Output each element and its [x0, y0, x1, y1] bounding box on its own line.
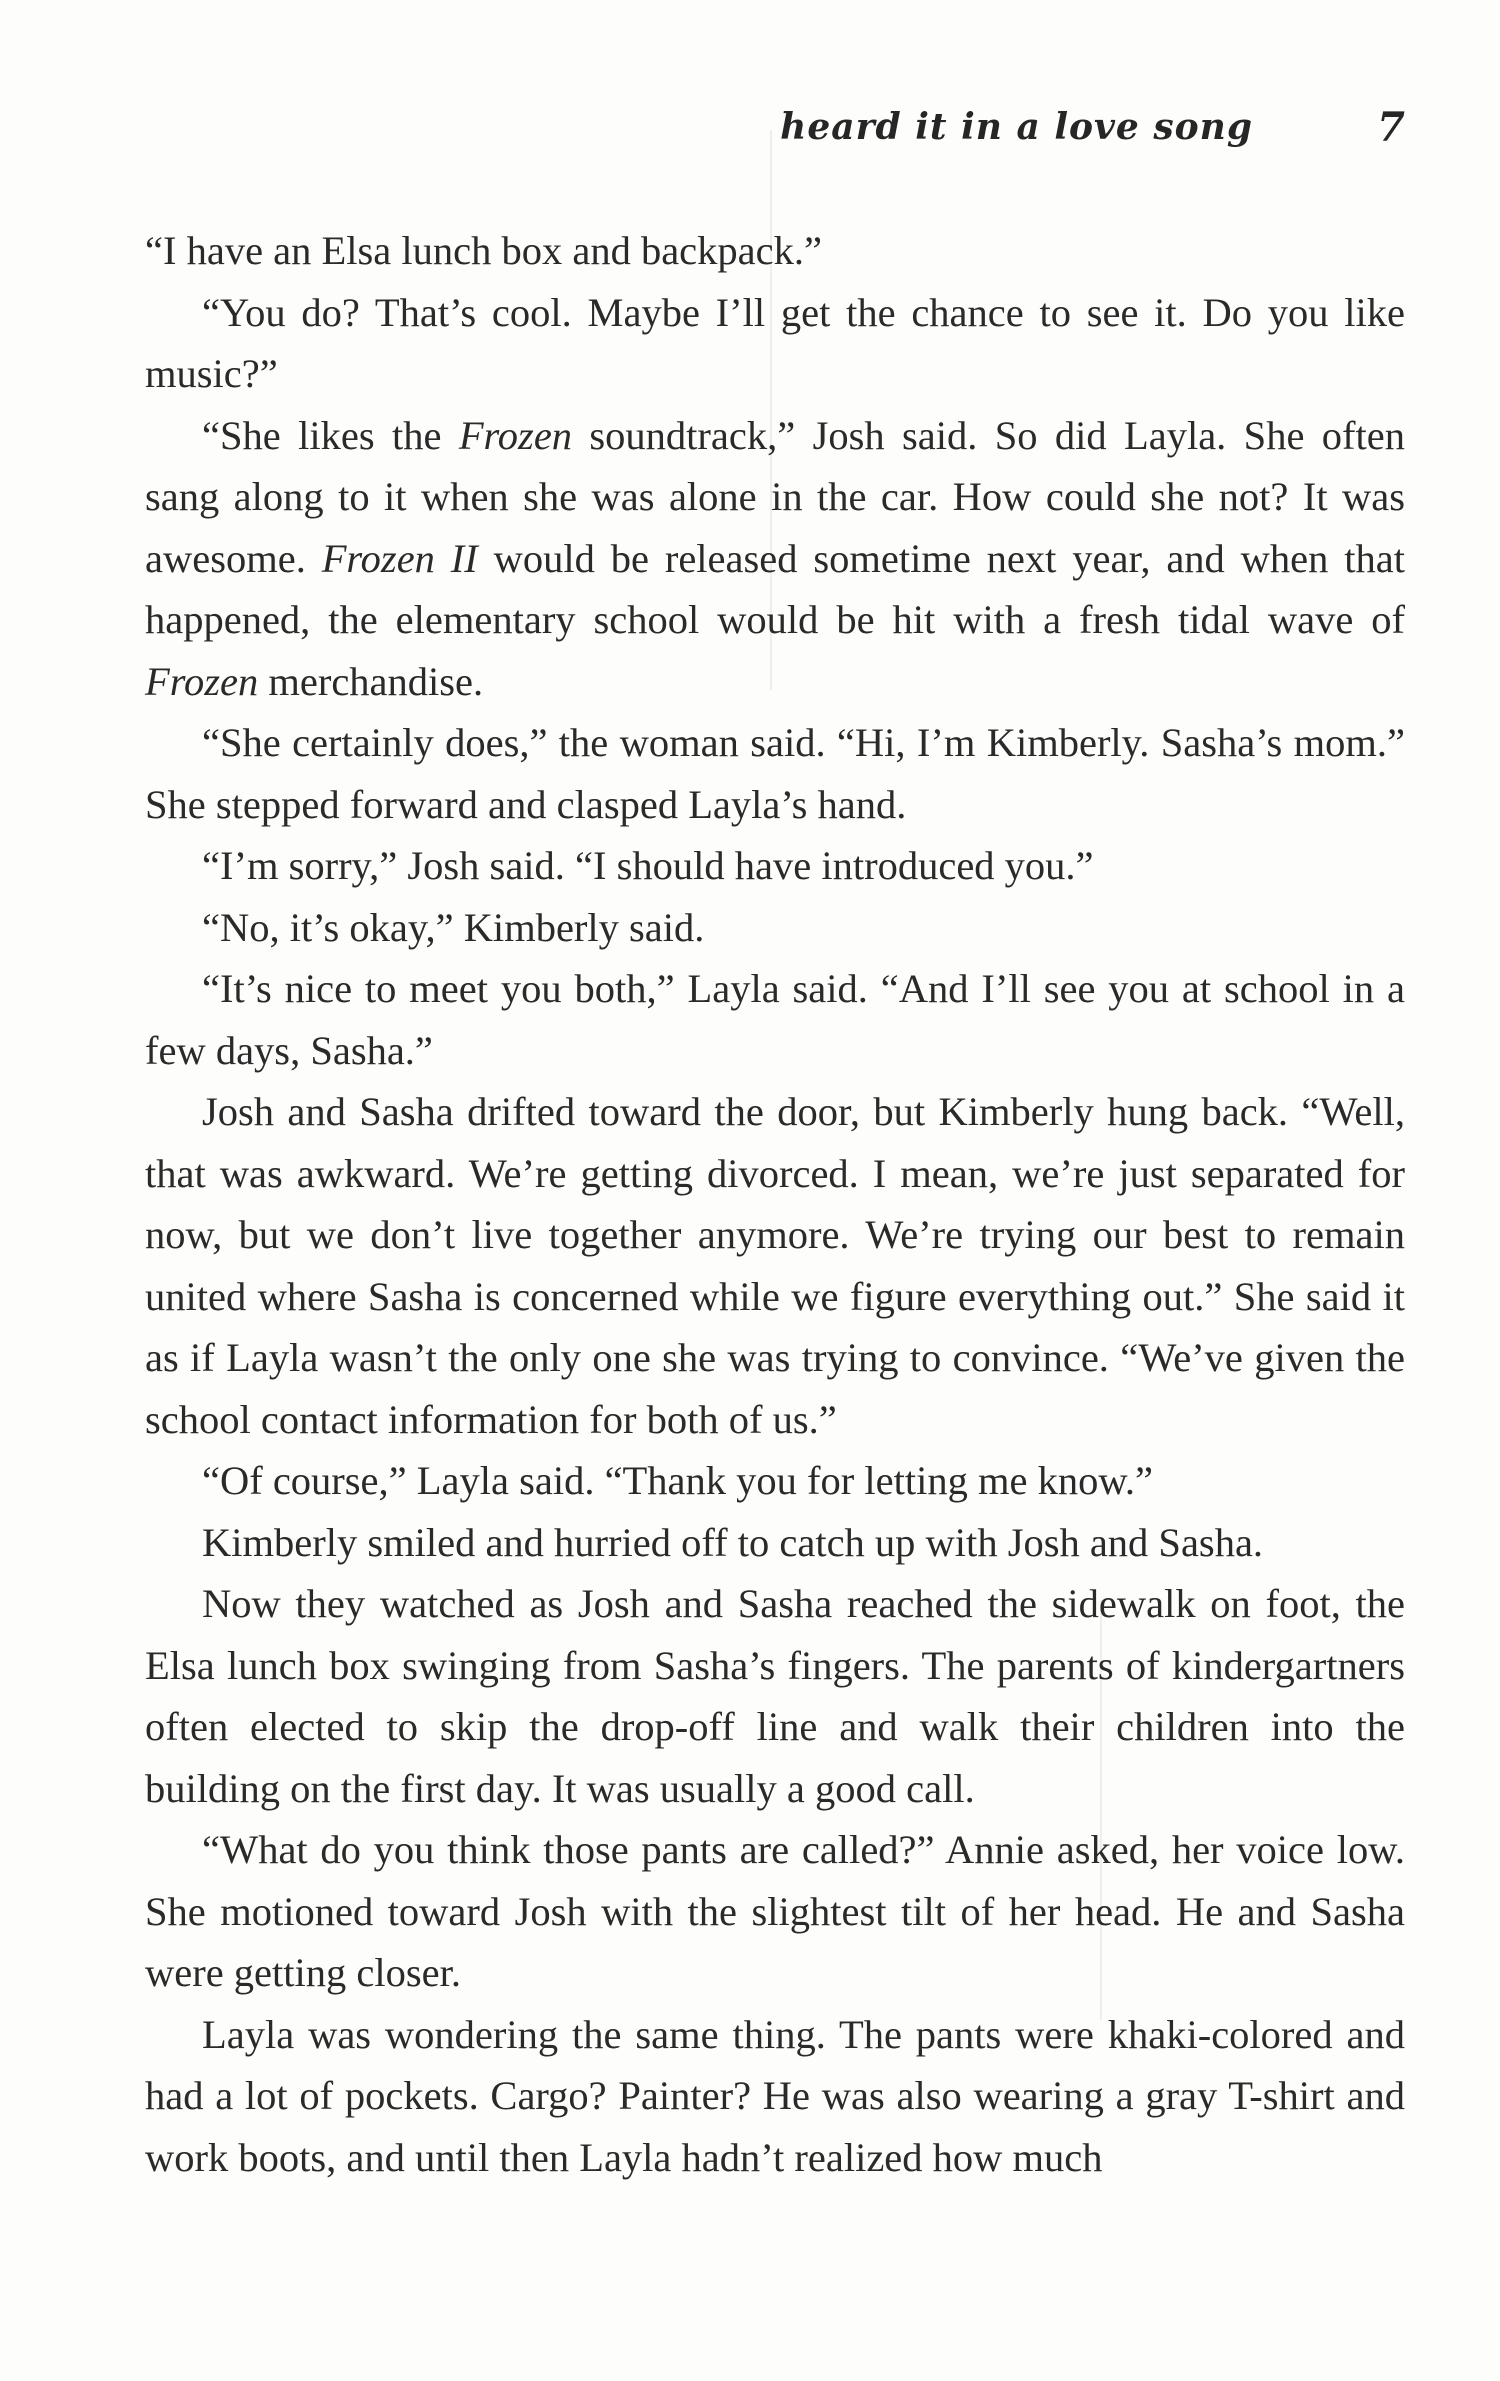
text-run: “I have an Elsa lunch box and backpack.” [145, 228, 822, 273]
paragraph [145, 282, 1405, 405]
text-run: “What do you think those pants are called?” Annie asked, her voice low. She motioned toward Josh with the slightest tilt of her head. He and Sasha were getting closer. [145, 1827, 1405, 1995]
text-run: “It’s nice to meet you both,” Layla said. “And I’ll see you at school in a few days, Sasha.” [145, 966, 1405, 1073]
paragraph [145, 1573, 1405, 1819]
text-run: would be released sometime next year, and when that happened, the elementary school would be hit with a fresh tidal wave of [145, 535, 1405, 642]
page-number: 7 [1377, 104, 1405, 151]
paragraph [145, 1819, 1405, 2004]
running-title: heard it in a love song [780, 106, 1253, 148]
text-run: “You do? That’s cool. Maybe I’ll get the chance to see it. Do you like music?” [145, 289, 1405, 396]
italic-title-run: Frozen [145, 658, 259, 704]
text-run: “No, it’s okay,” Kimberly said. [202, 904, 705, 950]
paragraph [145, 1512, 1405, 1574]
text-run: Kimberly smiled and hurried off to catch up with Josh and Sasha. [202, 1519, 1264, 1565]
text-run: “She likes the [202, 412, 459, 458]
paragraph [145, 1450, 1405, 1512]
text-run: “She certainly does,” the woman said. “Hi, I’m Kimberly. Sasha’s mom.” She stepped forward and clasped Layla’s hand. [145, 720, 1405, 827]
paragraph [145, 958, 1405, 1081]
body-text [145, 220, 1405, 2188]
text-run: Josh and Sasha drifted toward the door, but Kimberly hung back. “Well, that was awkward. We’re getting divorced. I mean, we’re just separated for now, but we don’t live together anymore. We’re trying our best to remain united where Sasha is concerned while we figure everything out.” She said it as if Layla wasn’t the only one she was trying to convince. “We’ve given the school contact information for both of us.” [145, 1089, 1405, 1442]
paragraph [145, 712, 1405, 835]
paragraph [145, 835, 1405, 897]
paragraph [145, 897, 1405, 959]
italic-title-run: Frozen [458, 412, 573, 458]
paragraph [145, 405, 1405, 713]
text-run: Layla was wondering the same thing. The pants were khaki-colored and had a lot of pockets. Cargo? Painter? He was also wearing a gray T-shirt and work boots, and until then Layla hadn’t realized how much [145, 2011, 1405, 2180]
text-run: “I’m sorry,” Josh said. “I should have introduced you.” [202, 843, 1094, 888]
paragraph [145, 1081, 1405, 1450]
italic-title-run: Frozen II [321, 535, 478, 581]
running-head [145, 100, 1405, 170]
paragraph [145, 2004, 1405, 2189]
text-run: Now they watched as Josh and Sasha reached the sidewalk on foot, the Elsa lunch box swinging from Sasha’s fingers. The parents of kindergartners often elected to skip the drop-off line and walk their children into the building on the first day. It was usually a good call. [145, 1581, 1405, 1811]
paragraph [145, 220, 1405, 282]
text-run: merchandise. [258, 658, 484, 704]
text-run: “Of course,” Layla said. “Thank you for letting me know.” [202, 1458, 1154, 1503]
text-run: soundtrack,” Josh said. So did Layla. She often sang along to it when she was alone in the car. How could she not? It was awesome. [145, 412, 1405, 581]
